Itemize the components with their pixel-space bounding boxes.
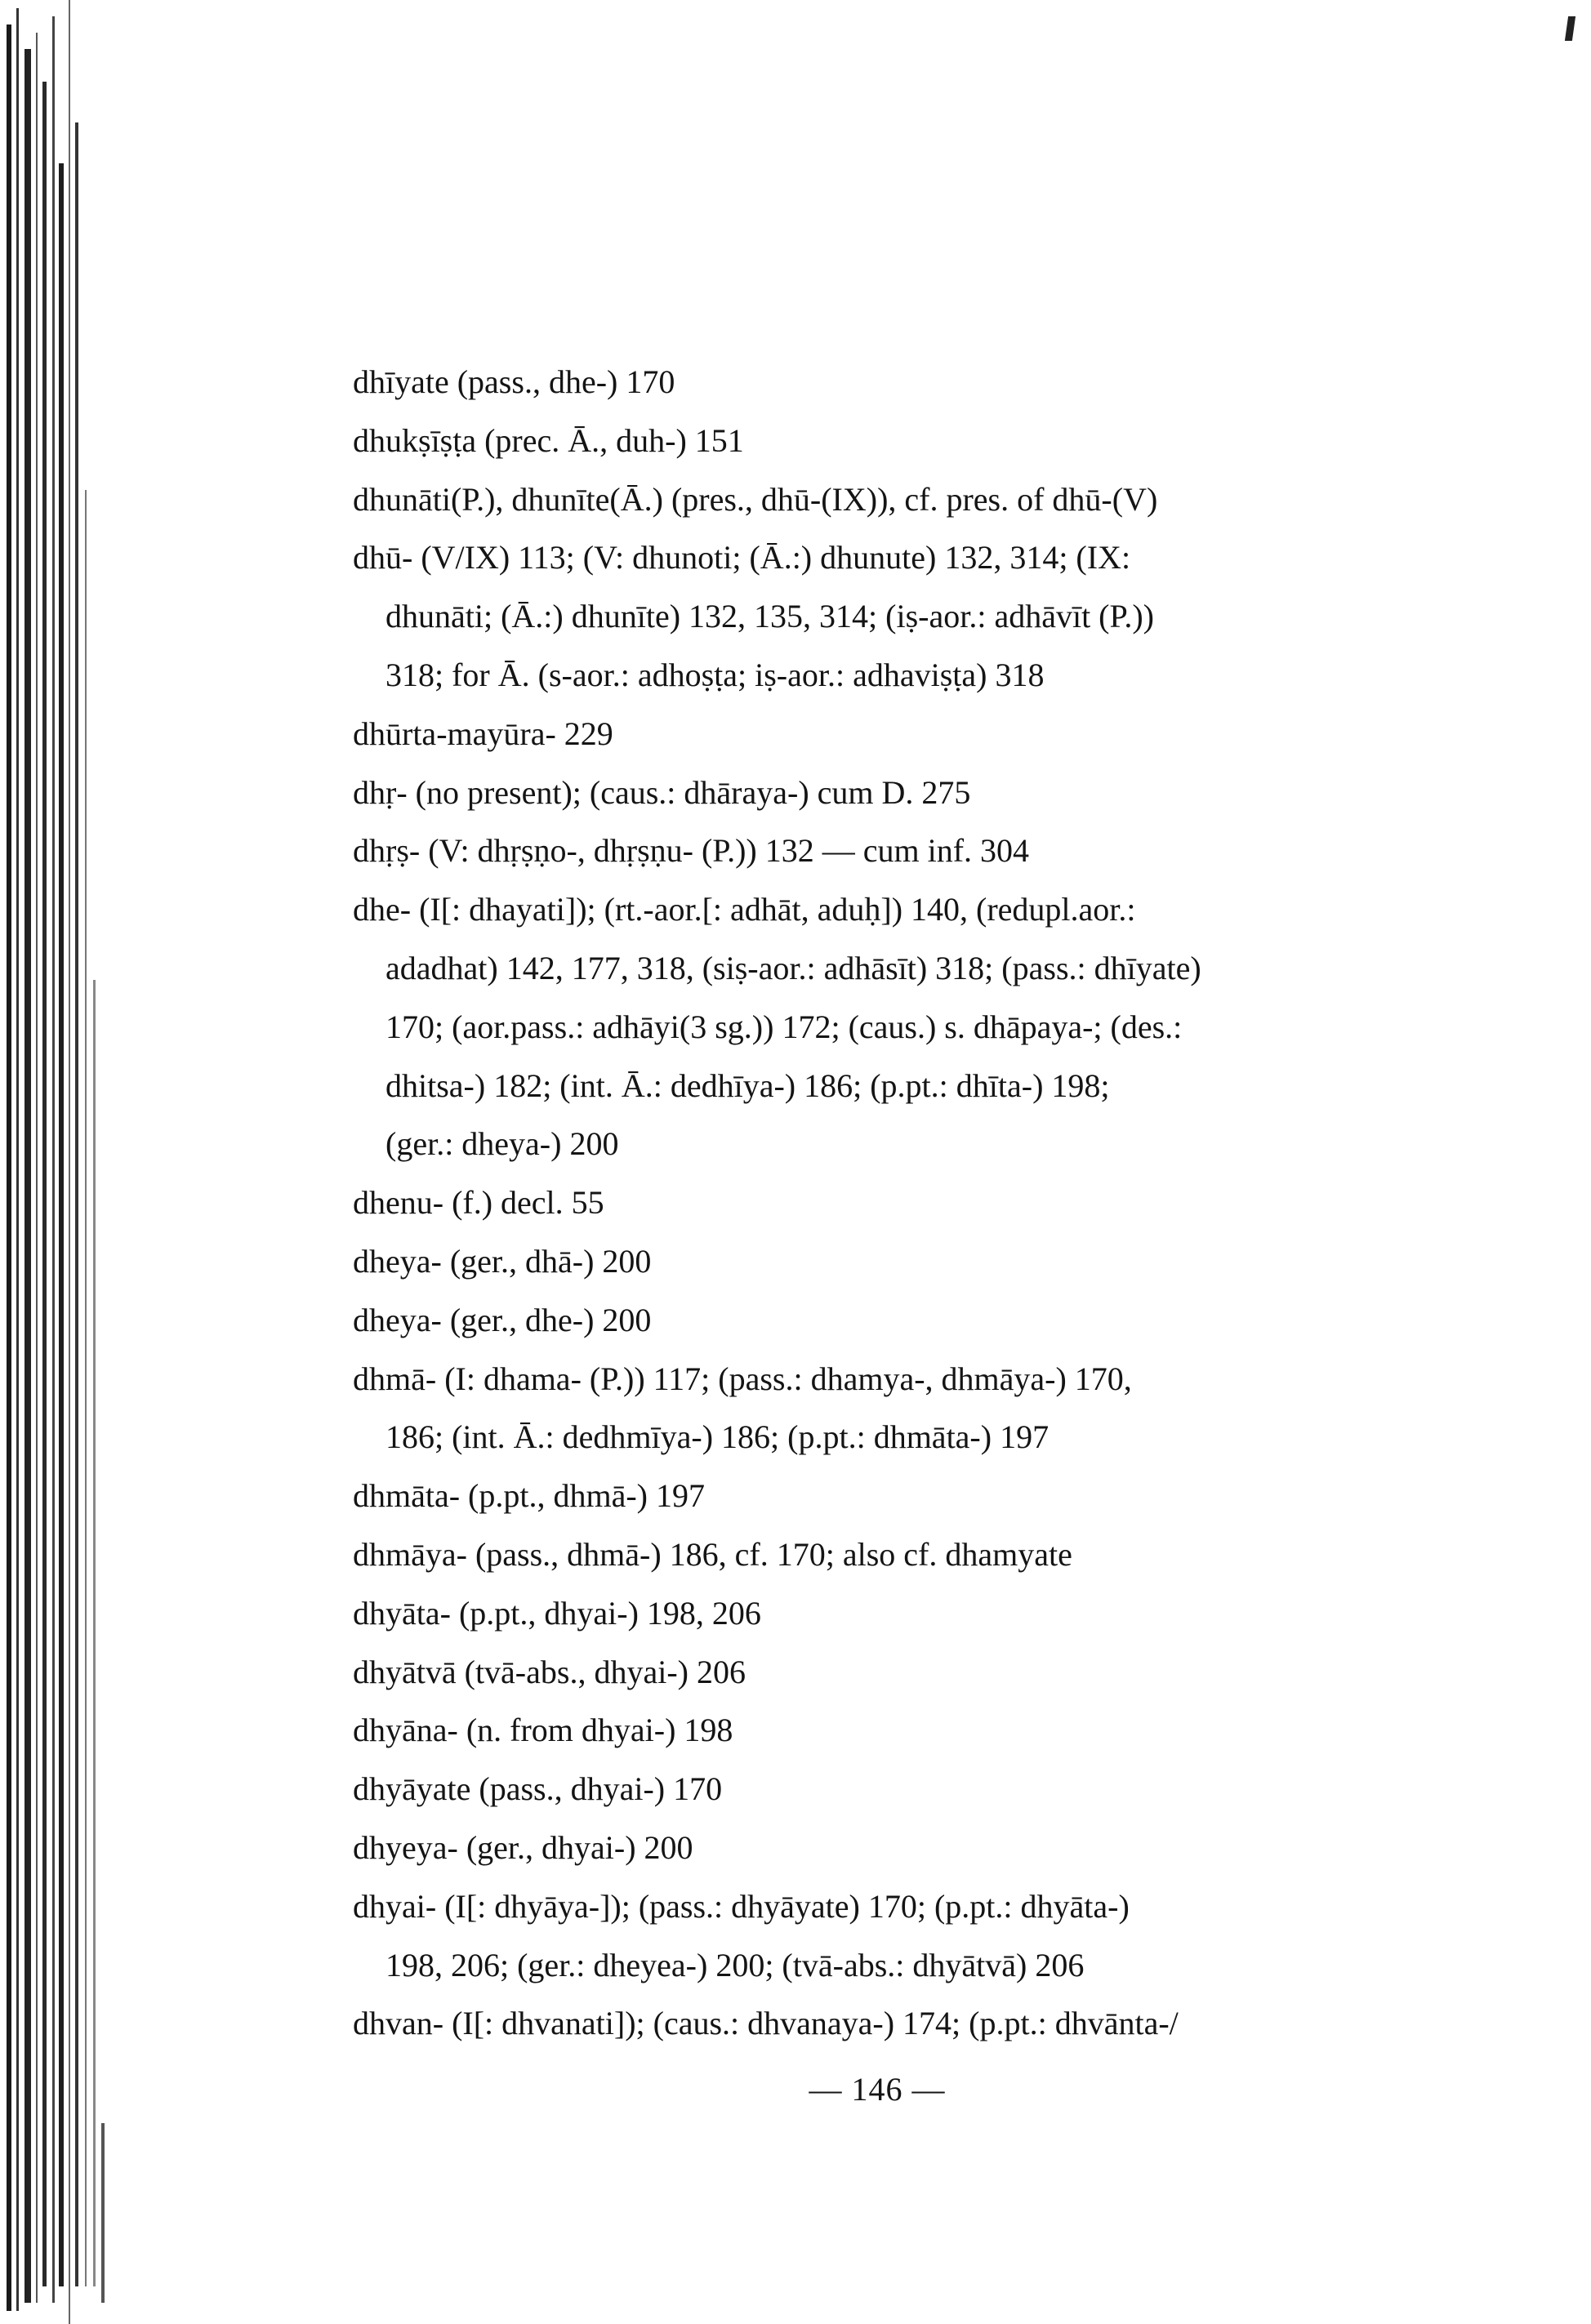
index-entry: dhyātvā (tvā-abs., dhyai-) 206 — [353, 1653, 746, 1690]
index-entry: dhyāta- (p.pt., dhyai-) 198, 206 — [353, 1594, 761, 1632]
corner-scan-mark — [1565, 16, 1575, 41]
index-entry: dhyāyate (pass., dhyai-) 170 — [353, 1770, 723, 1808]
index-entry: dhūrta-mayūra- 229 — [353, 715, 613, 752]
index-entry: dheya- (ger., dhe-) 200 — [353, 1301, 652, 1338]
index-entry: dhenu- (f.) decl. 55 — [353, 1184, 604, 1222]
index-entry: dhmā- (I: dhama- (P.)) 117; (pass.: dhamya-, dhmāya-) 170, 186; (int. Ā.: dedhmīya-) 186; (p.pt.: dhmāta-) 197 — [353, 1360, 1132, 1456]
index-entry: dhunāti(P.), dhunīte(Ā.) (pres., dhū-(IX)), cf. pres. of dhū-(V) — [353, 480, 1158, 518]
index-entry: dhyeya- (ger., dhyai-) 200 — [353, 1828, 693, 1866]
index-entry: dhīyate (pass., dhe-) 170 — [353, 363, 675, 400]
page-number: — 146 — — [809, 2071, 946, 2108]
index-entry: dhṛṣ- (V: dhṛṣṇo-, dhṛṣṇu- (P.)) 132 — cum inf. 304 — [353, 832, 1030, 870]
index-entry: dheya- (ger., dhā-) 200 — [353, 1242, 652, 1280]
index-entry: dhmāya- (pass., dhmā-) 186, cf. 170; also cf. dhamyate — [353, 1535, 1072, 1573]
index-entry: dhū- (V/IX) 113; (V: dhunoti; (Ā.:) dhunute) 132, 314; (IX: dhunāti; (Ā.:) dhunīte) 132, 135, 314; (iṣ-aor.: adhāvīt (P.)) 318; for Ā. (s-aor.: adhoṣṭa; iṣ-aor.: adhaviṣṭa) 318 — [353, 539, 1154, 693]
index-entry: dhṛ- (no present); (caus.: dhāraya-) cum D. 275 — [353, 773, 971, 811]
index-entry: dhmāta- (p.pt., dhmā-) 197 — [353, 1477, 705, 1515]
index-entry: dhe- (I[: dhayati]); (rt.-aor.[: adhāt, aduḥ]) 140, (redupl.aor.: adadhat) 142, 177, 318, (siṣ-aor.: adhāsīt) 318; (pass.: dhīyate) 170; (aor.pass.: adhāyi(3 sg.)) 172; (caus.) s. dhāpaya-; (des.: dhitsa-) 182; (int. Ā.: dedhīya-) 186; (p.pt.: dhīta-) 198; (ger.: dheya-) 200 — [353, 891, 1201, 1163]
scanned-binding-edge — [0, 0, 123, 2324]
index-entry: dhvan- (I[: dhvanati]); (caus.: dhvanaya-) 174; (p.pt.: dhvānta-/ — [353, 2005, 1179, 2042]
index-entry: dhyai- (I[: dhyāya-]); (pass.: dhyāyate) 170; (p.pt.: dhyāta-) 198, 206; (ger.: dheyea-) 200; (tvā-abs.: dhyātvā) 206 — [353, 1887, 1130, 1983]
index-entries — [353, 353, 1464, 2053]
index-entry: dhukṣīṣṭa (prec. Ā., duh-) 151 — [353, 421, 744, 459]
index-entry: dhyāna- (n. from dhyai-) 198 — [353, 1712, 733, 1749]
